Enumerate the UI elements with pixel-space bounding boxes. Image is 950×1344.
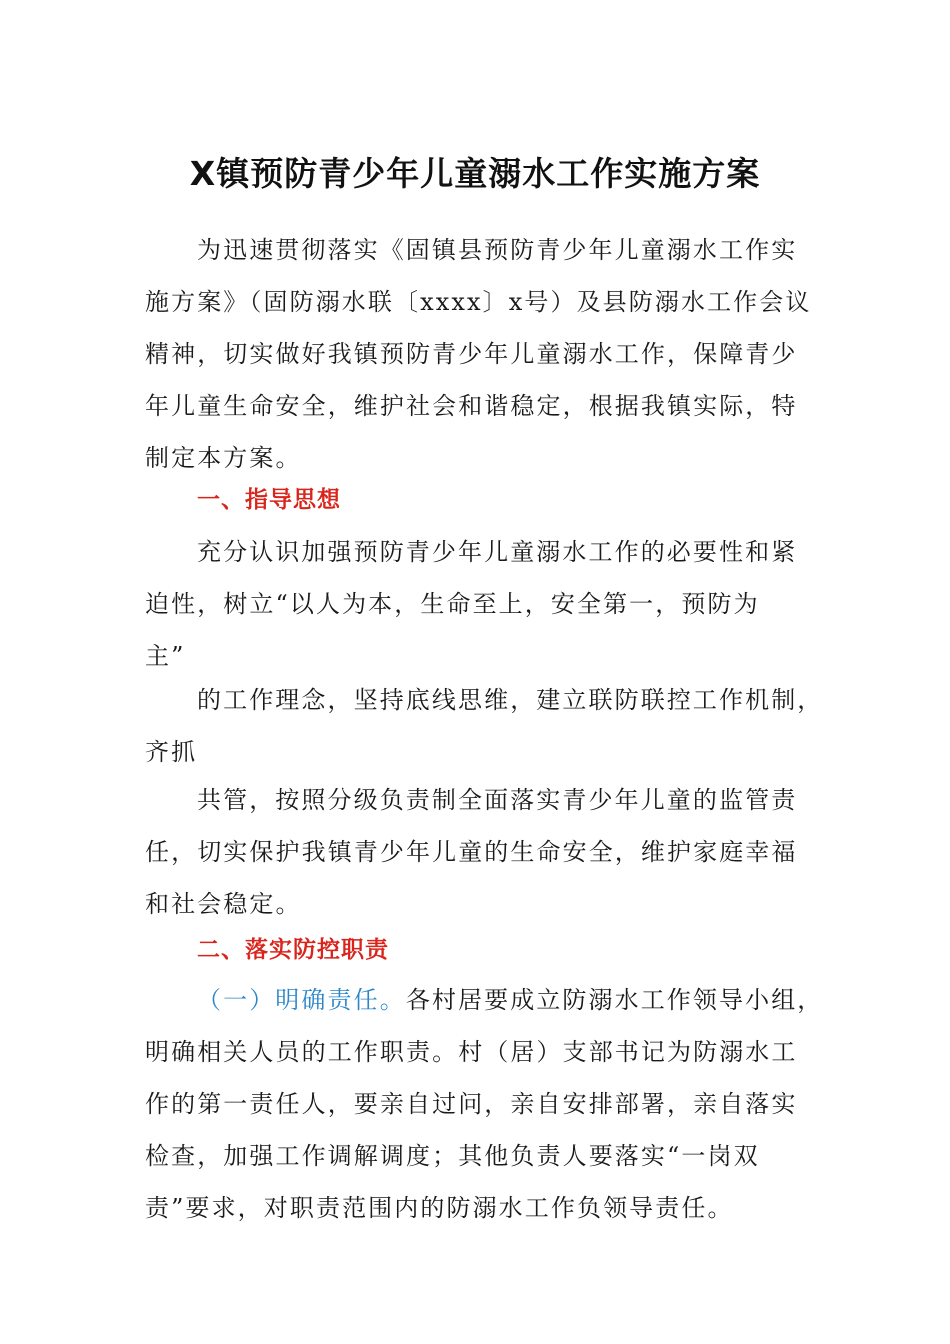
section1-a-line-3: 主” <box>145 642 186 670</box>
section2-sub1-line-1-rest: 各村居要成立防溺水工作领导小组， <box>405 986 824 1014</box>
section-heading-prevention-duties: 二、落实防控职责 <box>197 937 389 963</box>
intro-line-5: 制定本方案。 <box>145 444 302 472</box>
intro-paragraph <box>145 224 810 484</box>
section1-c-line-1: 共管，按照分级负责制全面落实青少年儿童的监管责 <box>197 786 798 814</box>
section1-paragraph-c <box>145 774 810 930</box>
intro-line-1: 为迅速贯彻落实《固镇县预防青少年儿童溺水工作实 <box>197 236 798 264</box>
section2-sub1-line-2: 明确相关人员的工作职责。村（居）支部书记为防溺水工 <box>145 1038 798 1066</box>
intro-line-3: 精神，切实做好我镇预防青少年儿童溺水工作，保障青少 <box>145 340 798 368</box>
intro-line-4: 年儿童生命安全，维护社会和谐稳定，根据我镇实际，特 <box>145 392 798 420</box>
section2-sub1-line-3: 作的第一责任人，要亲自过问，亲自安排部署，亲自落实 <box>145 1090 798 1118</box>
section1-paragraph-a <box>145 526 810 682</box>
section2-sub1-paragraph <box>145 974 824 1234</box>
section1-c-line-2: 任，切实保护我镇青少年儿童的生命安全，维护家庭幸福 <box>145 838 798 866</box>
subsection-lead-clarify-responsibility: （一）明确责任。 <box>197 986 406 1014</box>
section1-b-line-1: 的工作理念，坚持底线思维，建立联防联控工作机制， <box>197 686 824 714</box>
intro-line-2: 施方案》（固防溺水联〔xxxx〕x号）及县防溺水工作会议 <box>145 288 812 316</box>
section2-sub1-line-1 <box>145 974 824 1026</box>
section1-c-line-3: 和社会稳定。 <box>145 890 302 918</box>
section1-b-line-2: 齐抓 <box>145 738 198 766</box>
section2-sub1-line-5: 责”要求，对职责范围内的防溺水工作负领导责任。 <box>145 1194 734 1222</box>
section1-a-line-2: 迫性，树立“以人为本，生命至上，安全第一，预防为 <box>145 590 760 618</box>
document-title: X镇预防青少年儿童溺水工作实施方案 <box>189 154 761 193</box>
section-heading-guiding-thought: 一、指导思想 <box>197 487 341 513</box>
section1-a-line-1: 充分认识加强预防青少年儿童溺水工作的必要性和紧 <box>197 538 798 566</box>
section2-sub1-line-4: 检查，加强工作调解调度；其他负责人要落实“一岗双 <box>145 1142 760 1170</box>
section1-paragraph-b <box>145 674 824 778</box>
